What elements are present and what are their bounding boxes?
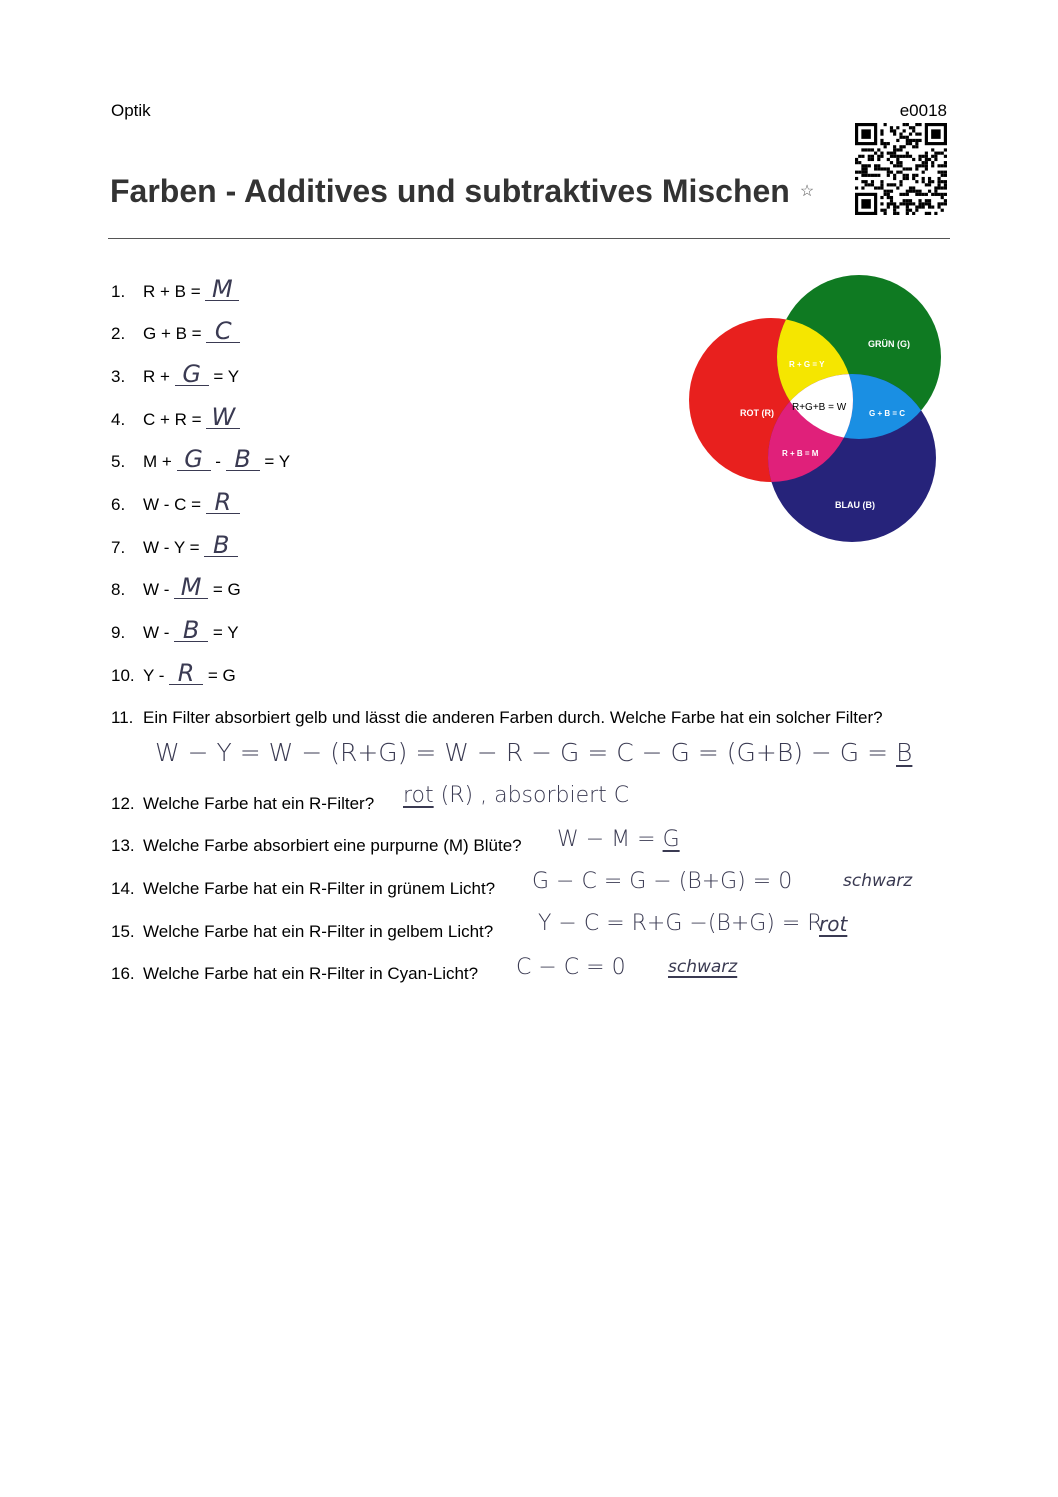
question-14: 14. Welche Farbe hat ein R-Filter in grünem Licht? <box>111 879 496 898</box>
sheet-code: e0018 <box>899 101 947 120</box>
label-gruen: GRÜN (G) <box>868 339 910 349</box>
question-15: 15. Welche Farbe hat ein R-Filter in gelbem Licht? <box>111 922 494 941</box>
answer-15: rot <box>819 912 848 936</box>
label-rg: R + G = Y <box>789 360 825 369</box>
work-14: G − C = G − (B+G) = 0 <box>532 869 793 894</box>
label-rot: ROT (R) <box>740 408 774 418</box>
label-rb: R + B = M <box>782 449 819 458</box>
label-blau: BLAU (B) <box>835 500 875 510</box>
answer-4: W <box>206 406 240 429</box>
answer-13: G <box>662 827 680 852</box>
question-13: 13. Welche Farbe absorbiert eine purpurne (M) Blüte? <box>111 836 522 855</box>
question-12: 12. Welche Farbe hat ein R-Filter? <box>111 794 375 813</box>
answer-11: B <box>896 738 913 767</box>
answer-8: M <box>174 576 208 599</box>
answer-16: schwarz <box>668 957 738 977</box>
subject-label: Optik <box>111 101 151 120</box>
answer-9: B <box>174 619 208 642</box>
answer-1: M <box>205 278 239 301</box>
additive-color-diagram <box>688 275 948 543</box>
work-15: Y − C = R+G −(B+G) = R <box>538 911 823 936</box>
work-16: C − C = 0 <box>516 955 626 980</box>
exercise-1: 1. R + B = M <box>111 277 239 307</box>
exercise-8: 8. W - M = G <box>111 573 241 601</box>
answer-6: R <box>206 491 240 514</box>
page-title-text: Farben - Additives und subtraktives Mischen <box>110 173 790 209</box>
label-rgb: R+G+B = W <box>792 402 847 413</box>
qr-code-icon <box>855 123 947 215</box>
work-13: W − M = G <box>557 827 680 852</box>
header-divider <box>108 238 950 239</box>
difficulty-star-icon: ☆ <box>799 183 815 200</box>
question-11: 11. Ein Filter absorbiert gelb und lässt die anderen Farben durch. Welche Farbe hat ein solcher Filter? <box>111 708 883 727</box>
label-gb: G + B = C <box>869 409 906 418</box>
exercise-5: 5. M + G - B = Y <box>111 445 291 473</box>
answer-5b: B <box>226 448 260 471</box>
answer-7: B <box>204 534 238 557</box>
exercise-4: 4. C + R = W <box>111 405 240 435</box>
exercise-6: 6. W - C = R <box>111 490 240 520</box>
exercise-10: 10. Y - R = G <box>111 659 236 687</box>
answer-12: rot <box>403 783 434 808</box>
exercise-9: 9. W - B = Y <box>111 616 239 644</box>
exercise-7: 7. W - Y = B <box>111 533 238 563</box>
answer-14: schwarz <box>843 871 913 891</box>
exercise-2: 2. G + B = C <box>111 319 240 349</box>
page-title <box>110 173 814 210</box>
answer-10: R <box>169 662 203 685</box>
exercise-3: 3. R + G = Y <box>111 360 240 388</box>
answer-5a: G <box>177 448 211 471</box>
answer-3: G <box>175 363 209 386</box>
work-11: W − Y = W − (R+G) = W − R − G = C − G = (G+B) − G = B <box>155 738 913 767</box>
work-12: rot (R) , absorbiert C <box>403 783 630 808</box>
answer-2: C <box>206 320 240 343</box>
question-16: 16. Welche Farbe hat ein R-Filter in Cyan-Licht? <box>111 964 479 983</box>
